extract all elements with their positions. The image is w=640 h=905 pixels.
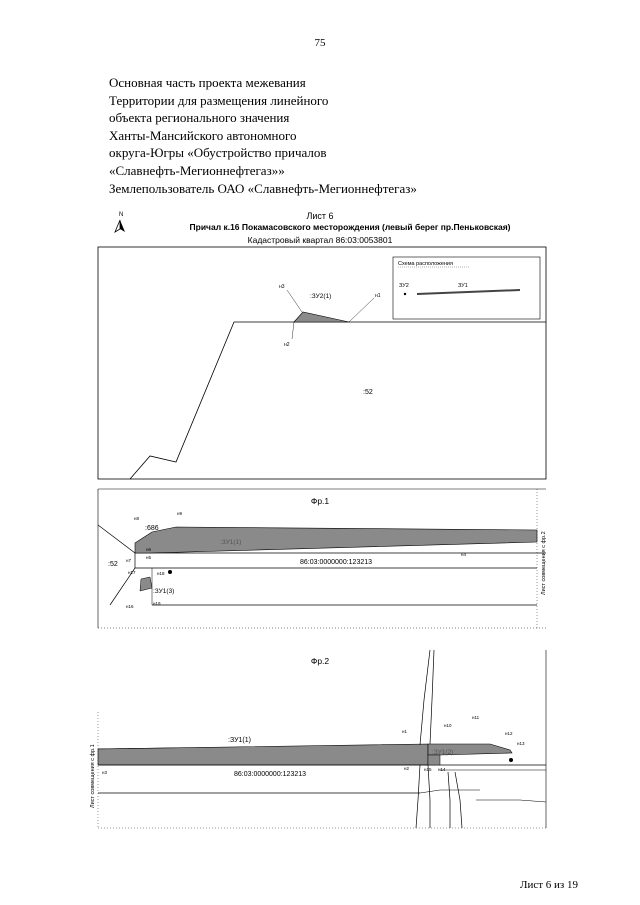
- boundary-line: [476, 800, 546, 802]
- inset-title: Схема расположения: [398, 261, 453, 267]
- point-label: н4: [461, 552, 466, 557]
- inset-zu2-shape: [404, 293, 406, 295]
- point-label-n2: н2: [284, 342, 290, 348]
- point-label: н7: [126, 558, 131, 563]
- north-label: N: [119, 212, 124, 218]
- point-label: н3: [102, 770, 107, 775]
- parcel-zu1-3: [140, 577, 152, 591]
- sheet-title: Лист 6: [306, 211, 334, 221]
- parcel-zu1-2-part: [428, 755, 440, 765]
- point-label: н1: [402, 729, 407, 734]
- cadastral-number-label: 86:03:0000000:123213: [300, 559, 373, 566]
- point-label: н2: [404, 766, 409, 771]
- page-number: 75: [314, 37, 326, 49]
- road-line: [430, 650, 434, 744]
- point-label: н12: [505, 731, 513, 736]
- inset-zu2-label: ЗУ2: [399, 283, 409, 289]
- fragment-2-title: Фр.2: [310, 656, 330, 666]
- header-line: Территории для размещения линейного: [109, 92, 329, 108]
- header-line: округа-Югры «Обустройство причалов: [109, 145, 327, 161]
- point-label-n3: н3: [279, 284, 285, 290]
- parcel-zu1-1-label: :ЗУ1(1): [228, 737, 251, 744]
- road-line: [420, 650, 430, 745]
- point-label-n1: н1: [375, 293, 381, 299]
- boundary-line: [98, 525, 135, 553]
- survey-marker: [509, 758, 513, 762]
- point-label: н10: [444, 723, 452, 728]
- parcel-686-label: :686: [145, 525, 159, 532]
- sheet-subtitle: Причал к.16 Покамасовского месторождения (левый берег пр.Пеньковская): [189, 222, 511, 232]
- point-label: н6: [146, 547, 151, 552]
- parcel-zu1-2-label: :ЗУ1(2): [432, 749, 454, 756]
- cadastral-quarter: Кадастровый квартал 86:03:0053801: [247, 235, 393, 245]
- point-label: н19: [153, 601, 161, 606]
- point-label: н14: [438, 767, 446, 772]
- road-line: [416, 765, 420, 828]
- point-label: н18: [157, 571, 165, 576]
- point-label: н16: [126, 604, 134, 609]
- parcel-52-label: :52: [108, 561, 118, 568]
- boundary-line: [420, 790, 480, 793]
- parcel-zu2-label: :ЗУ2(1): [310, 293, 332, 300]
- survey-marker: [168, 570, 172, 574]
- main-map: [98, 247, 546, 479]
- header-line: Землепользователь ОАО «Славнефть-Мегионнефтегаз»: [109, 180, 417, 196]
- cadastral-number-label: 86:03:0000000:123213: [234, 771, 307, 778]
- header-line: Основная часть проекта межевания: [109, 75, 306, 90]
- parcel-52-label: :52: [363, 389, 373, 396]
- point-label: н8: [134, 516, 139, 521]
- location-inset: [393, 257, 540, 319]
- fragment-2-side-label: Лист совмещения с фр.1: [90, 744, 96, 808]
- fragment-1-title: Фр.1: [310, 496, 330, 506]
- leader-line: [287, 290, 302, 312]
- inset-zu1-label: ЗУ1: [458, 283, 468, 289]
- fragment-1-side-label: Лист совмещения с фр.2: [541, 531, 547, 595]
- parcel-zu1-3-label: :ЗУ1(3): [153, 588, 175, 595]
- header-line: объекта регионального значения: [109, 110, 290, 126]
- point-label: н11: [472, 715, 480, 720]
- fragment-1: [98, 489, 547, 628]
- road-line: [448, 772, 450, 828]
- road-line: [428, 765, 430, 828]
- point-label: н5: [146, 555, 151, 560]
- point-label: н9: [177, 511, 182, 516]
- point-label: н15: [424, 767, 432, 772]
- fragment-2: [90, 650, 546, 828]
- point-label: н13: [517, 741, 525, 746]
- parcel-zu1-1-label: :ЗУ1(1): [220, 539, 242, 546]
- header-line: Ханты-Мансийского автономного: [109, 127, 297, 143]
- header-line: «Славнефть-Мегионнефтегаз»»: [109, 162, 285, 178]
- road-line: [455, 772, 462, 828]
- parcel-boundary: [130, 322, 546, 479]
- parcel-zu2: [294, 312, 349, 322]
- parcel-zu1-1: [135, 527, 537, 553]
- leader-line: [292, 322, 294, 339]
- leader-line: [349, 298, 374, 322]
- parcel-zu1-1: [98, 744, 428, 765]
- footer-sheet-counter: Лист 6 из 19: [520, 879, 579, 891]
- point-label: н17: [128, 570, 136, 575]
